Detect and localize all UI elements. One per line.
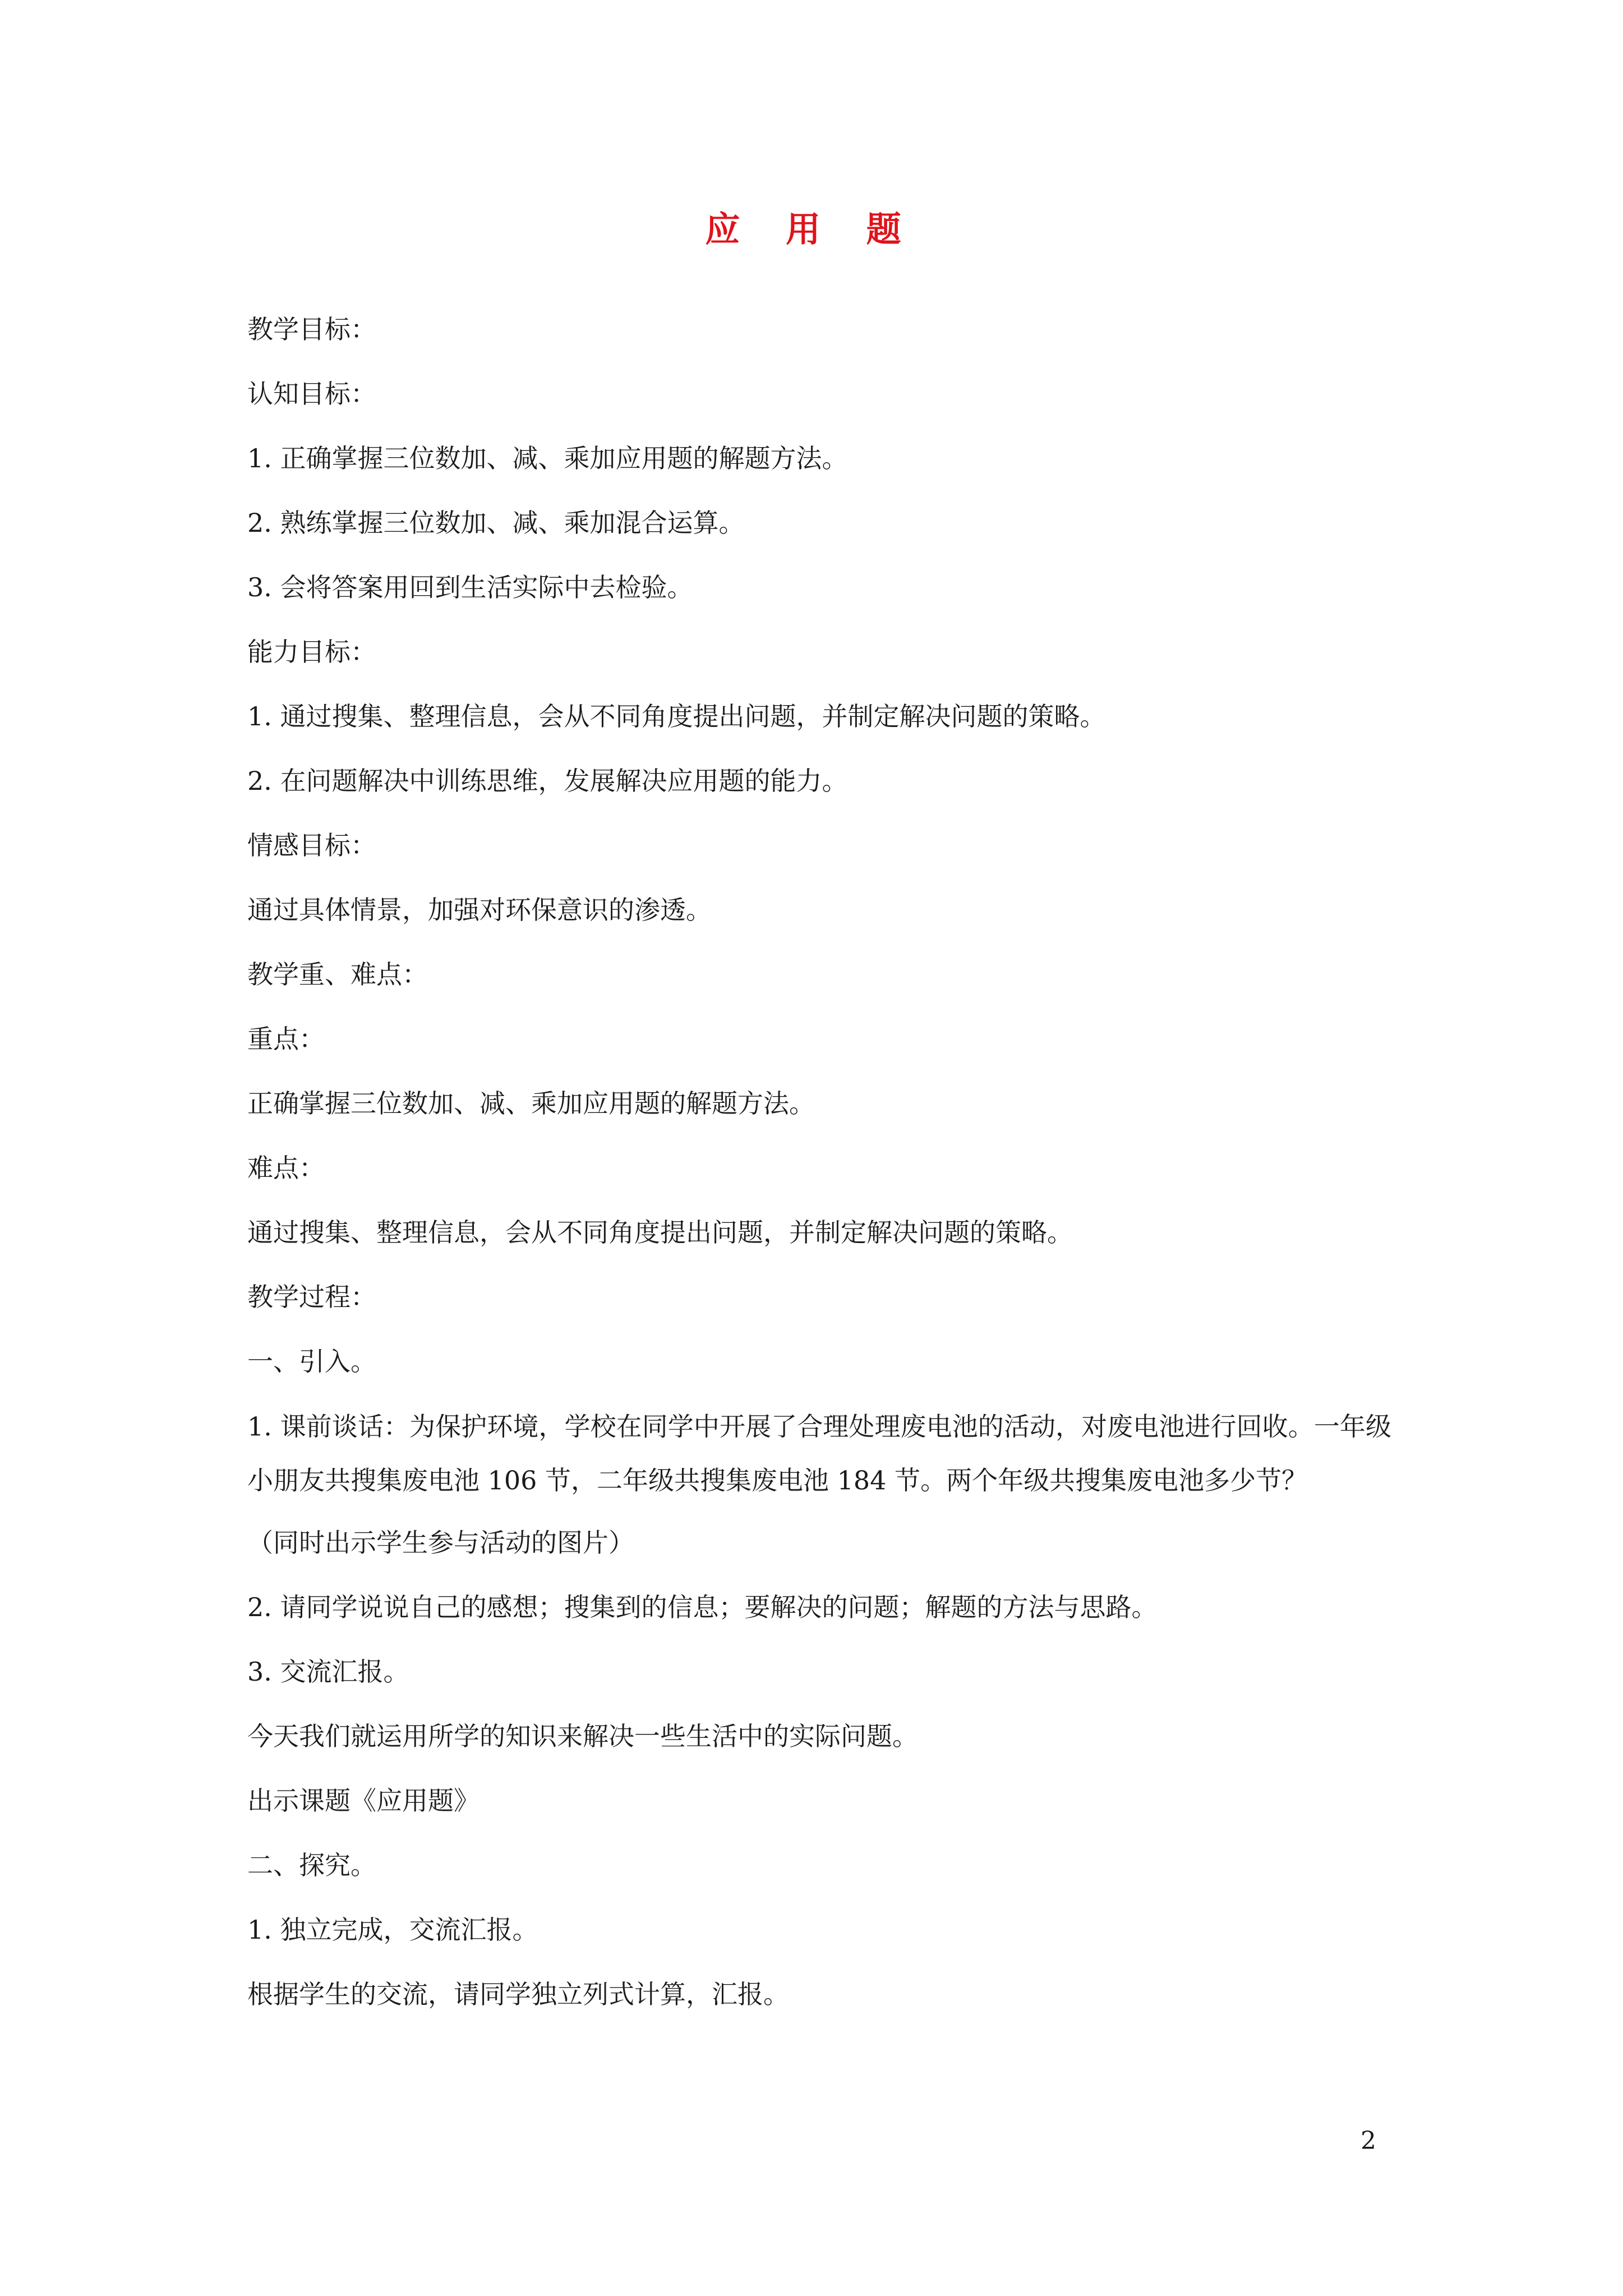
text-line: 一、引入。 [247, 1346, 376, 1377]
text-line: 1. 正确掌握三位数加、减、乘加应用题的解题方法。 [247, 443, 848, 473]
text-line: （同时出示学生参与活动的图片） [247, 1527, 634, 1558]
text-line: 3. 会将答案用回到生活实际中去检验。 [247, 572, 693, 602]
text-line: 教学目标： [247, 314, 376, 344]
text-line: 出示课题《应用题》 [247, 1786, 479, 1816]
text-line: 1. 通过搜集、整理信息，会从不同角度提出问题，并制定解决问题的策略。 [247, 701, 1106, 731]
text-line: 1. 独立完成，交流汇报。 [247, 1915, 538, 1945]
text-line: 二、探究。 [247, 1850, 376, 1880]
text-line: 教学过程： [247, 1282, 376, 1312]
text-line: 根据学生的交流，请同学独立列式计算，汇报。 [247, 1979, 789, 2009]
text-line: 教学重、难点： [247, 959, 428, 990]
text-line: 难点： [247, 1153, 325, 1183]
intro-paragraph: 1. 课前谈话：为保护环境，学校在同学中开展了合理处理废电池的活动，对废电池进行回收。一年级小朋友共搜集废电池 106 节，二年级共搜集废电池 184 节。两个年级共搜集废电池多少节？ [247, 1411, 1391, 1496]
text-line: 通过搜集、整理信息，会从不同角度提出问题，并制定解决问题的策略。 [247, 1217, 1073, 1248]
text-line: 2. 在问题解决中训练思维，发展解决应用题的能力。 [247, 766, 848, 796]
text-line: 情感目标： [247, 830, 376, 861]
text-line: 2. 熟练掌握三位数加、减、乘加混合运算。 [247, 508, 745, 538]
text-line: 今天我们就运用所学的知识来解决一些生活中的实际问题。 [247, 1721, 918, 1751]
text-line: 通过具体情景，加强对环保意识的渗透。 [247, 895, 712, 925]
text-line: 3. 交流汇报。 [247, 1657, 409, 1687]
page-number: 2 [1361, 2127, 1376, 2155]
page-title: 应 用 题 [705, 209, 918, 250]
text-line: 能力目标： [247, 637, 376, 667]
text-line: 重点： [247, 1024, 325, 1054]
document-body [247, 297, 1391, 2027]
text-line: 认知目标： [247, 379, 376, 409]
text-line: 2. 请同学说说自己的感想；搜集到的信息；要解决的问题；解题的方法与思路。 [247, 1592, 1158, 1622]
text-line: 正确掌握三位数加、减、乘加应用题的解题方法。 [247, 1088, 815, 1119]
